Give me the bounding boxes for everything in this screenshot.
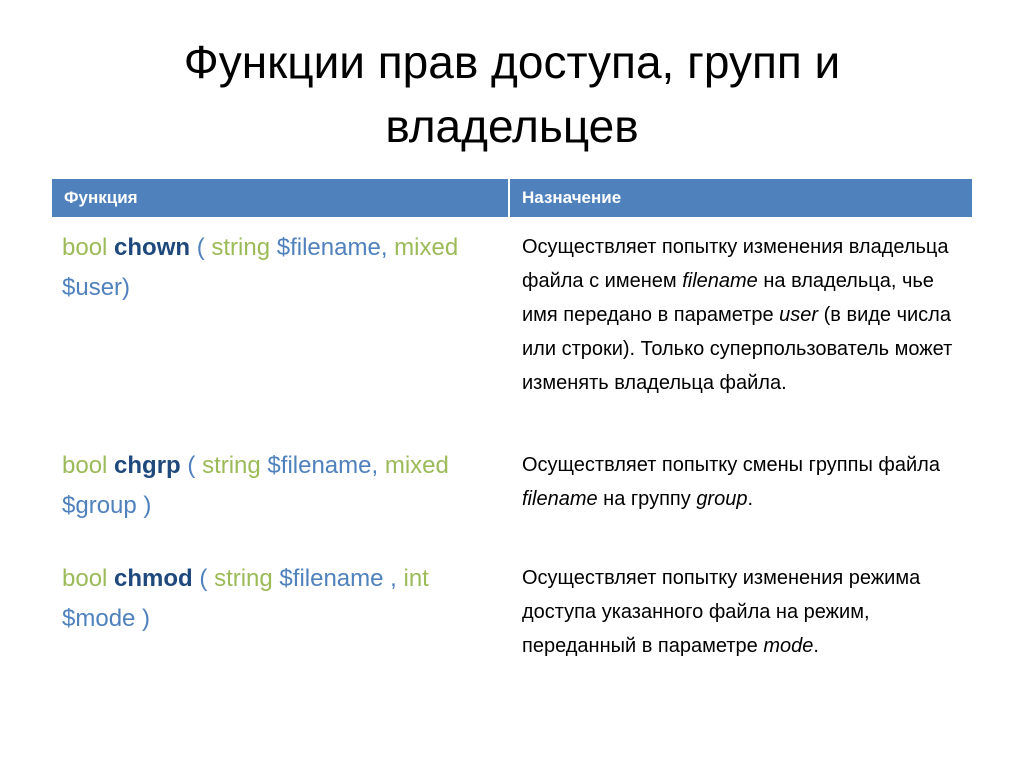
header-function: Функция (52, 179, 510, 217)
param-name-1: $filename , (279, 565, 397, 592)
description-cell (512, 549, 972, 689)
return-type: bool (62, 234, 108, 261)
param-type-1: string (202, 452, 261, 479)
slide-title (60, 30, 964, 158)
signature-cell (52, 549, 512, 689)
param-name-1: $filename, (276, 234, 388, 261)
description-text: (в виде числа или строки). Только суперпользователь может изменять владельца файла. (522, 304, 953, 394)
description-text: на группу (597, 488, 697, 510)
description-emphasis: user (779, 304, 819, 326)
description-emphasis: filename (522, 488, 598, 510)
header-purpose: Назначение (522, 188, 622, 207)
param-name-2: $group ) (62, 492, 152, 519)
table-row-chown (52, 218, 972, 436)
description-emphasis: group (696, 488, 748, 510)
param-name-1: $filename, (267, 452, 379, 479)
return-type: bool (62, 565, 108, 592)
function-name: chmod (114, 565, 193, 592)
description-text: Осуществляет попытку изменения владельца файла с именем (522, 236, 949, 292)
param-name-2: $user) (62, 274, 131, 301)
signature-cell (52, 436, 512, 549)
description-emphasis: mode (763, 635, 814, 657)
param-type-1: string (214, 565, 273, 592)
table-row-chmod (52, 549, 972, 689)
return-type: bool (62, 452, 108, 479)
function-name: chgrp (114, 452, 181, 479)
title-line-1: Функции прав доступа, групп и (183, 36, 841, 88)
description-text: Осуществляет попытку смены группы файла (522, 454, 940, 476)
description-text: . (813, 635, 819, 657)
description-text: Осуществляет попытку изменения режима доступа указанного файла на режим, переданный в параметре (522, 567, 921, 657)
description-cell (512, 436, 972, 549)
functions-table (52, 179, 972, 689)
signature-cell (52, 218, 512, 436)
open-paren: ( (199, 565, 208, 592)
table-header (52, 179, 972, 218)
description-cell (512, 218, 972, 436)
open-paren: ( (187, 452, 196, 479)
param-type-2: mixed (384, 452, 449, 479)
param-type-2: int (403, 565, 429, 592)
description-text: на владельца, чье имя передано в параметре (522, 270, 934, 326)
table-row-chgrp (52, 436, 972, 549)
function-name: chown (114, 234, 191, 261)
description-emphasis: filename (682, 270, 758, 292)
open-paren: ( (196, 234, 205, 261)
param-type-1: string (211, 234, 271, 261)
title-line-2: владельцев (385, 100, 639, 152)
param-name-2: $mode ) (62, 605, 151, 632)
param-type-2: mixed (394, 234, 459, 261)
description-text: . (747, 488, 754, 510)
